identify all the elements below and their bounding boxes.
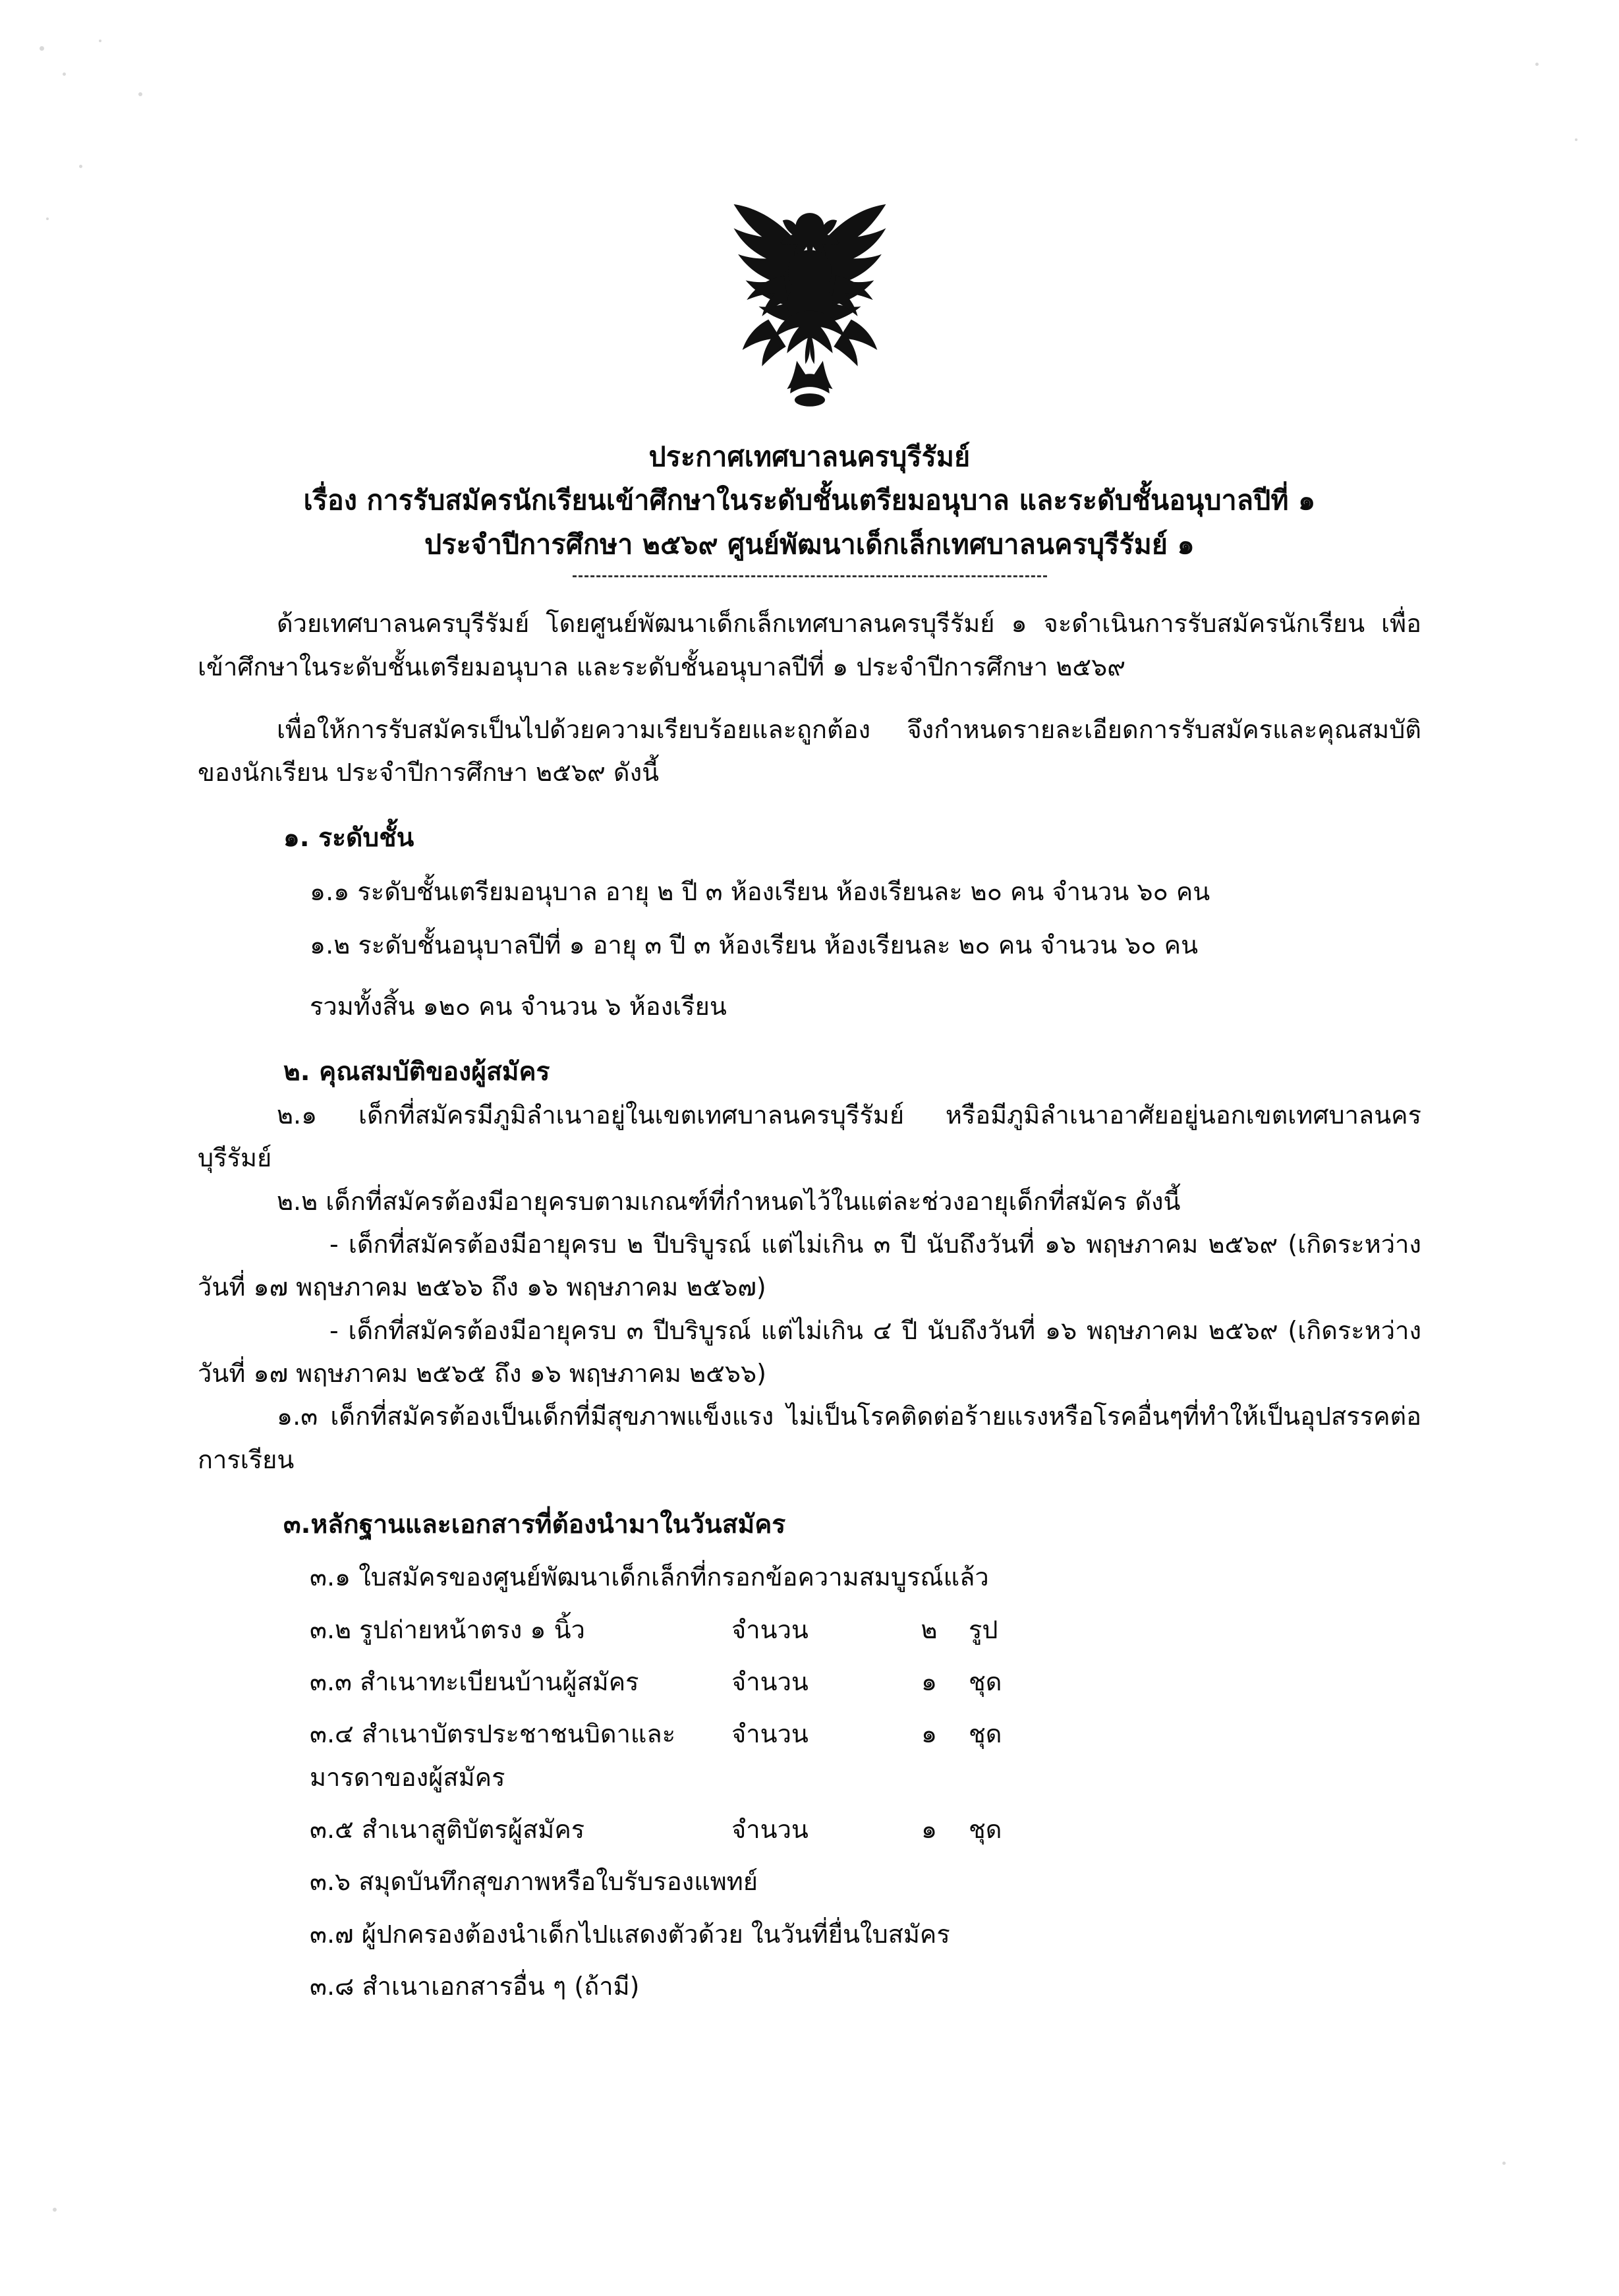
section-2-bullet-2: - เด็กที่สมัครต้องมีอายุครบ ๓ ปีบริบูรณ์ แต่ไม่เกิน ๔ ปี นับถึงวันที่ ๑๖ พฤษภาคม ๒๕๖๙ (เกิดระหว่างวันที่ ๑๗ พฤษภาคม ๒๕๖๕ ถึง ๑๖ พฤษภาคม ๒๕๖๖) [198,1315,1421,1389]
section-2-item-1: ๒.๑ เด็กที่สมัครมีภูมิลำเนาอยู่ในเขตเทศบาลนครบุรีรัมย์ หรือมีภูมิลำเนาอาศัยอยู่นอกเขตเทศบาลนครบุรีรัมย์ [198,1100,1421,1173]
document-item-quantity: ๑ [921,1719,938,1749]
section-1-item-2: ๑.๒ ระดับชั้นอนุบาลปีที่ ๑ อายุ ๓ ปี ๓ ห้องเรียน ห้องเรียนละ ๒๐ คน จำนวน ๖๐ คน [310,931,1199,960]
document-item-label: ๓.๕ สำเนาสูติบัตรผู้สมัคร [310,1815,585,1844]
page-title: ประกาศเทศบาลนครบุรีรัมย์ [648,441,971,473]
document-item-row: ๓.๑ ใบสมัครของศูนย์พัฒนาเด็กเล็กที่กรอกข้อความสมบูรณ์แล้ว [310,1563,989,1592]
title-divider [573,575,1047,577]
scan-speckle [63,72,66,76]
section-2-heading: ๒. คุณสมบัติของผู้สมัคร [283,1056,550,1087]
garuda-emblem-icon [701,198,919,415]
document-item-quantity: ๑ [921,1815,938,1844]
document-body [198,602,1421,2008]
section-2-bullet-1: - เด็กที่สมัครต้องมีอายุครบ ๒ ปีบริบูรณ์ แต่ไม่เกิน ๓ ปี นับถึงวันที่ ๑๖ พฤษภาคม ๒๕๖๙ (เกิดระหว่างวันที่ ๑๗ พฤษภาคม ๒๕๖๖ ถึง ๑๖ พฤษภาคม ๒๕๖๗) [198,1229,1421,1302]
scan-speckle [79,165,82,168]
document-item-row: ๓.๘ สำเนาเอกสารอื่น ๆ (ถ้ามี) [310,1972,640,2001]
scan-speckle [99,40,101,42]
scan-speckle [1535,63,1539,66]
document-item-row: ๓.๖ สมุดบันทึกสุขภาพหรือใบรับรองแพทย์ [310,1867,758,1897]
document-item-unit: รูป [969,1615,998,1644]
scan-speckle [46,217,49,220]
section-2-item-3: ๑.๓ เด็กที่สมัครต้องเป็นเด็กที่มีสุขภาพแข็งแรง ไม่เป็นโรคติดต่อร้ายแรงหรือโรคอื่นๆที่ทำให้เป็นอุปสรรคต่อการเรียน [198,1402,1421,1474]
document-item-amount-word: จำนวน [731,1615,809,1644]
scan-speckle [40,46,44,51]
scan-speckle [1502,2162,1506,2165]
document-item-label: ๓.๔ สำเนาบัตรประชาชนบิดาและมารดาของผู้สมัคร [310,1719,676,1792]
emblem-container [198,0,1421,415]
intro-paragraph-2: เพื่อให้การรับสมัครเป็นไปด้วยความเรียบร้อยและถูกต้อง จึงกำหนดรายละเอียดการรับสมัครและคุณสมบัติของนักเรียน ประจำปีการศึกษา ๒๕๖๙ ดังนี้ [198,714,1421,788]
title-block [198,435,1421,577]
document-item-row [198,1808,1421,1851]
document-item-row [198,1713,1421,1799]
document-item-unit: ชุด [969,1815,1002,1844]
section-1-heading: ๑. ระดับชั้น [283,822,414,853]
section-1-item-1: ๑.๑ ระดับชั้นเตรียมอนุบาล อายุ ๒ ปี ๓ ห้องเรียน ห้องเรียนละ ๒๐ คน จำนวน ๖๐ คน [310,876,1210,906]
document-item-quantity: ๑ [921,1667,938,1696]
page-subtitle-2: ประจำปีการศึกษา ๒๕๖๙ ศูนย์พัฒนาเด็กเล็กเทศบาลนครบุรีรัมย์ ๑ [424,528,1195,560]
scan-speckle [1575,138,1577,141]
document-item-amount-word: จำนวน [731,1667,809,1696]
document-item-unit: ชุด [969,1667,1002,1696]
document-item-amount-word: จำนวน [731,1719,809,1749]
document-item-label: ๓.๒ รูปถ่ายหน้าตรง ๑ นิ้ว [310,1615,585,1644]
section-1-total: รวมทั้งสิ้น ๑๒๐ คน จำนวน ๖ ห้องเรียน [310,992,727,1021]
section-2-item-2: ๒.๒ เด็กที่สมัครต้องมีอายุครบตามเกณฑ์ที่กำหนดไว้ในแต่ละช่วงอายุเด็กที่สมัคร ดังนี้ [277,1186,1181,1216]
document-item-quantity: ๒ [921,1615,938,1644]
scan-speckle [53,2208,57,2212]
intro-paragraph-1: ด้วยเทศบาลนครบุรีรัมย์ โดยศูนย์พัฒนาเด็กเล็กเทศบาลนครบุรีรัมย์ ๑ จะดำเนินการรับสมัครนักเรียน เพื่อเข้าศึกษาในระดับชั้นเตรียมอนุบาล และระดับชั้นอนุบาลปีที่ ๑ ประจำปีการศึกษา ๒๕๖๙ [198,609,1421,681]
scan-speckle [138,92,142,96]
document-item-label: ๓.๓ สำเนาทะเบียนบ้านผู้สมัคร [310,1667,639,1696]
document-item-amount-word: จำนวน [731,1815,809,1844]
document-item-row: ๓.๗ ผู้ปกครองต้องนำเด็กไปแสดงตัวด้วย ในวันที่ยื่นใบสมัคร [310,1919,950,1949]
document-item-row [198,1609,1421,1651]
document-item-row [198,1661,1421,1704]
page-subtitle-1: เรื่อง การรับสมัครนักเรียนเข้าศึกษาในระดับชั้นเตรียมอนุบาล และระดับชั้นอนุบาลปีที่ ๑ [303,484,1316,517]
section-3-heading: ๓.หลักฐานและเอกสารที่ต้องนำมาในวันสมัคร [283,1510,786,1540]
document-item-unit: ชุด [969,1719,1002,1749]
